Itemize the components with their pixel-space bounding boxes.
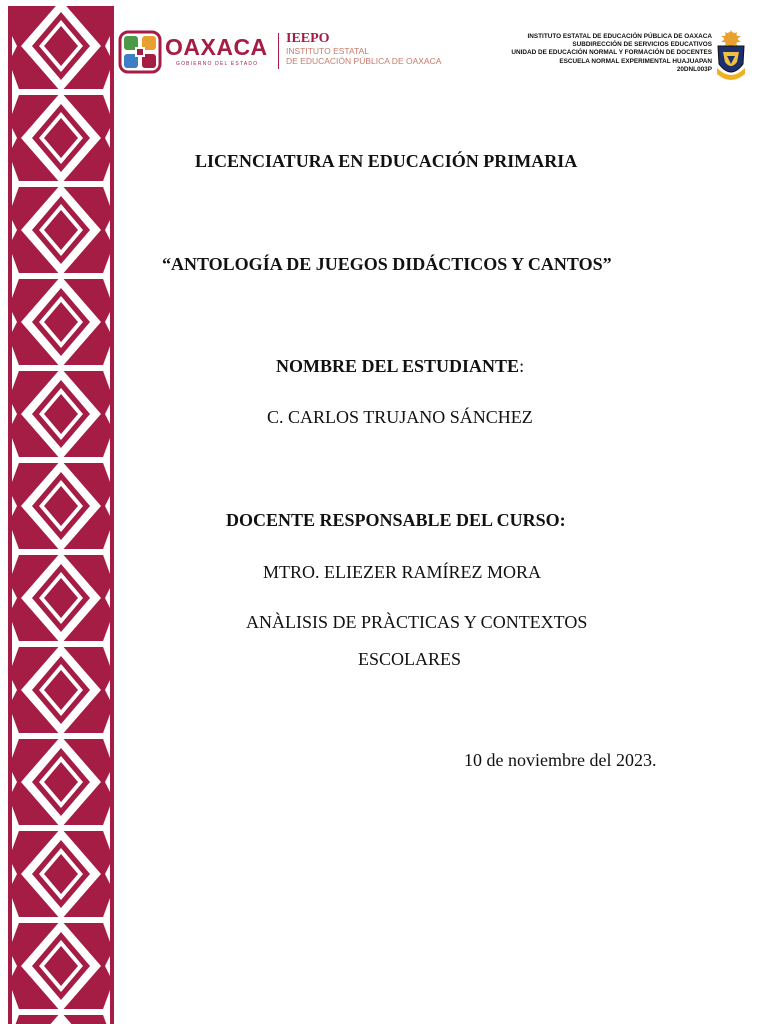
ieepo-line-1: INSTITUTO ESTATAL xyxy=(286,46,369,56)
teacher-name: MTRO. ELIEZER RAMÍREZ MORA xyxy=(263,562,541,582)
institution-line: UNIDAD DE EDUCACIÓN NORMAL Y FORMACIÓN DE DOCENTES xyxy=(511,49,712,57)
ieepo-logo xyxy=(286,32,441,66)
course-name-line-1: ANÀLISIS DE PRÀCTICAS Y CONTEXTOS xyxy=(246,612,588,632)
document-title: “ANTOLOGÍA DE JUEGOS DIDÁCTICOS Y CANTOS” xyxy=(162,254,612,274)
document-date: 10 de noviembre del 2023. xyxy=(464,750,657,770)
school-seal-icon xyxy=(715,30,747,82)
diamond-pattern-border xyxy=(8,6,114,1024)
course-name-line-2: ESCOLARES xyxy=(358,649,462,669)
oaxaca-subtitle: GOBIERNO DEL ESTADO xyxy=(176,61,259,67)
oaxaca-emblem-icon xyxy=(118,30,162,74)
student-name: C. CARLOS TRUJANO SÁNCHEZ xyxy=(267,407,533,427)
institution-code: 20DNL003P xyxy=(676,65,712,73)
institution-line: INSTITUTO ESTATAL DE EDUCACIÓN PÚBLICA DE OAXACA xyxy=(527,33,712,40)
oaxaca-logo xyxy=(118,28,278,78)
institution-line: SUBDIRECCIÓN DE SERVICIOS EDUCATIVOS xyxy=(572,41,712,49)
logo-divider xyxy=(278,33,279,69)
student-heading xyxy=(276,356,524,377)
ieepo-acronym: IEEPO xyxy=(286,31,330,46)
teacher-heading: DOCENTE RESPONSABLE DEL CURSO: xyxy=(226,510,566,530)
student-heading-colon: : xyxy=(519,356,525,376)
student-heading-label: NOMBRE DEL ESTUDIANTE xyxy=(276,356,520,376)
ieepo-line-2: DE EDUCACIÓN PÚBLICA DE OAXACA xyxy=(286,56,442,66)
degree-title: LICENCIATURA EN EDUCACIÓN PRIMARIA xyxy=(195,151,578,171)
oaxaca-wordmark: OAXACA xyxy=(165,34,268,60)
institution-line: ESCUELA NORMAL EXPERIMENTAL HUAJUAPAN xyxy=(559,57,712,65)
institution-block xyxy=(511,33,712,74)
